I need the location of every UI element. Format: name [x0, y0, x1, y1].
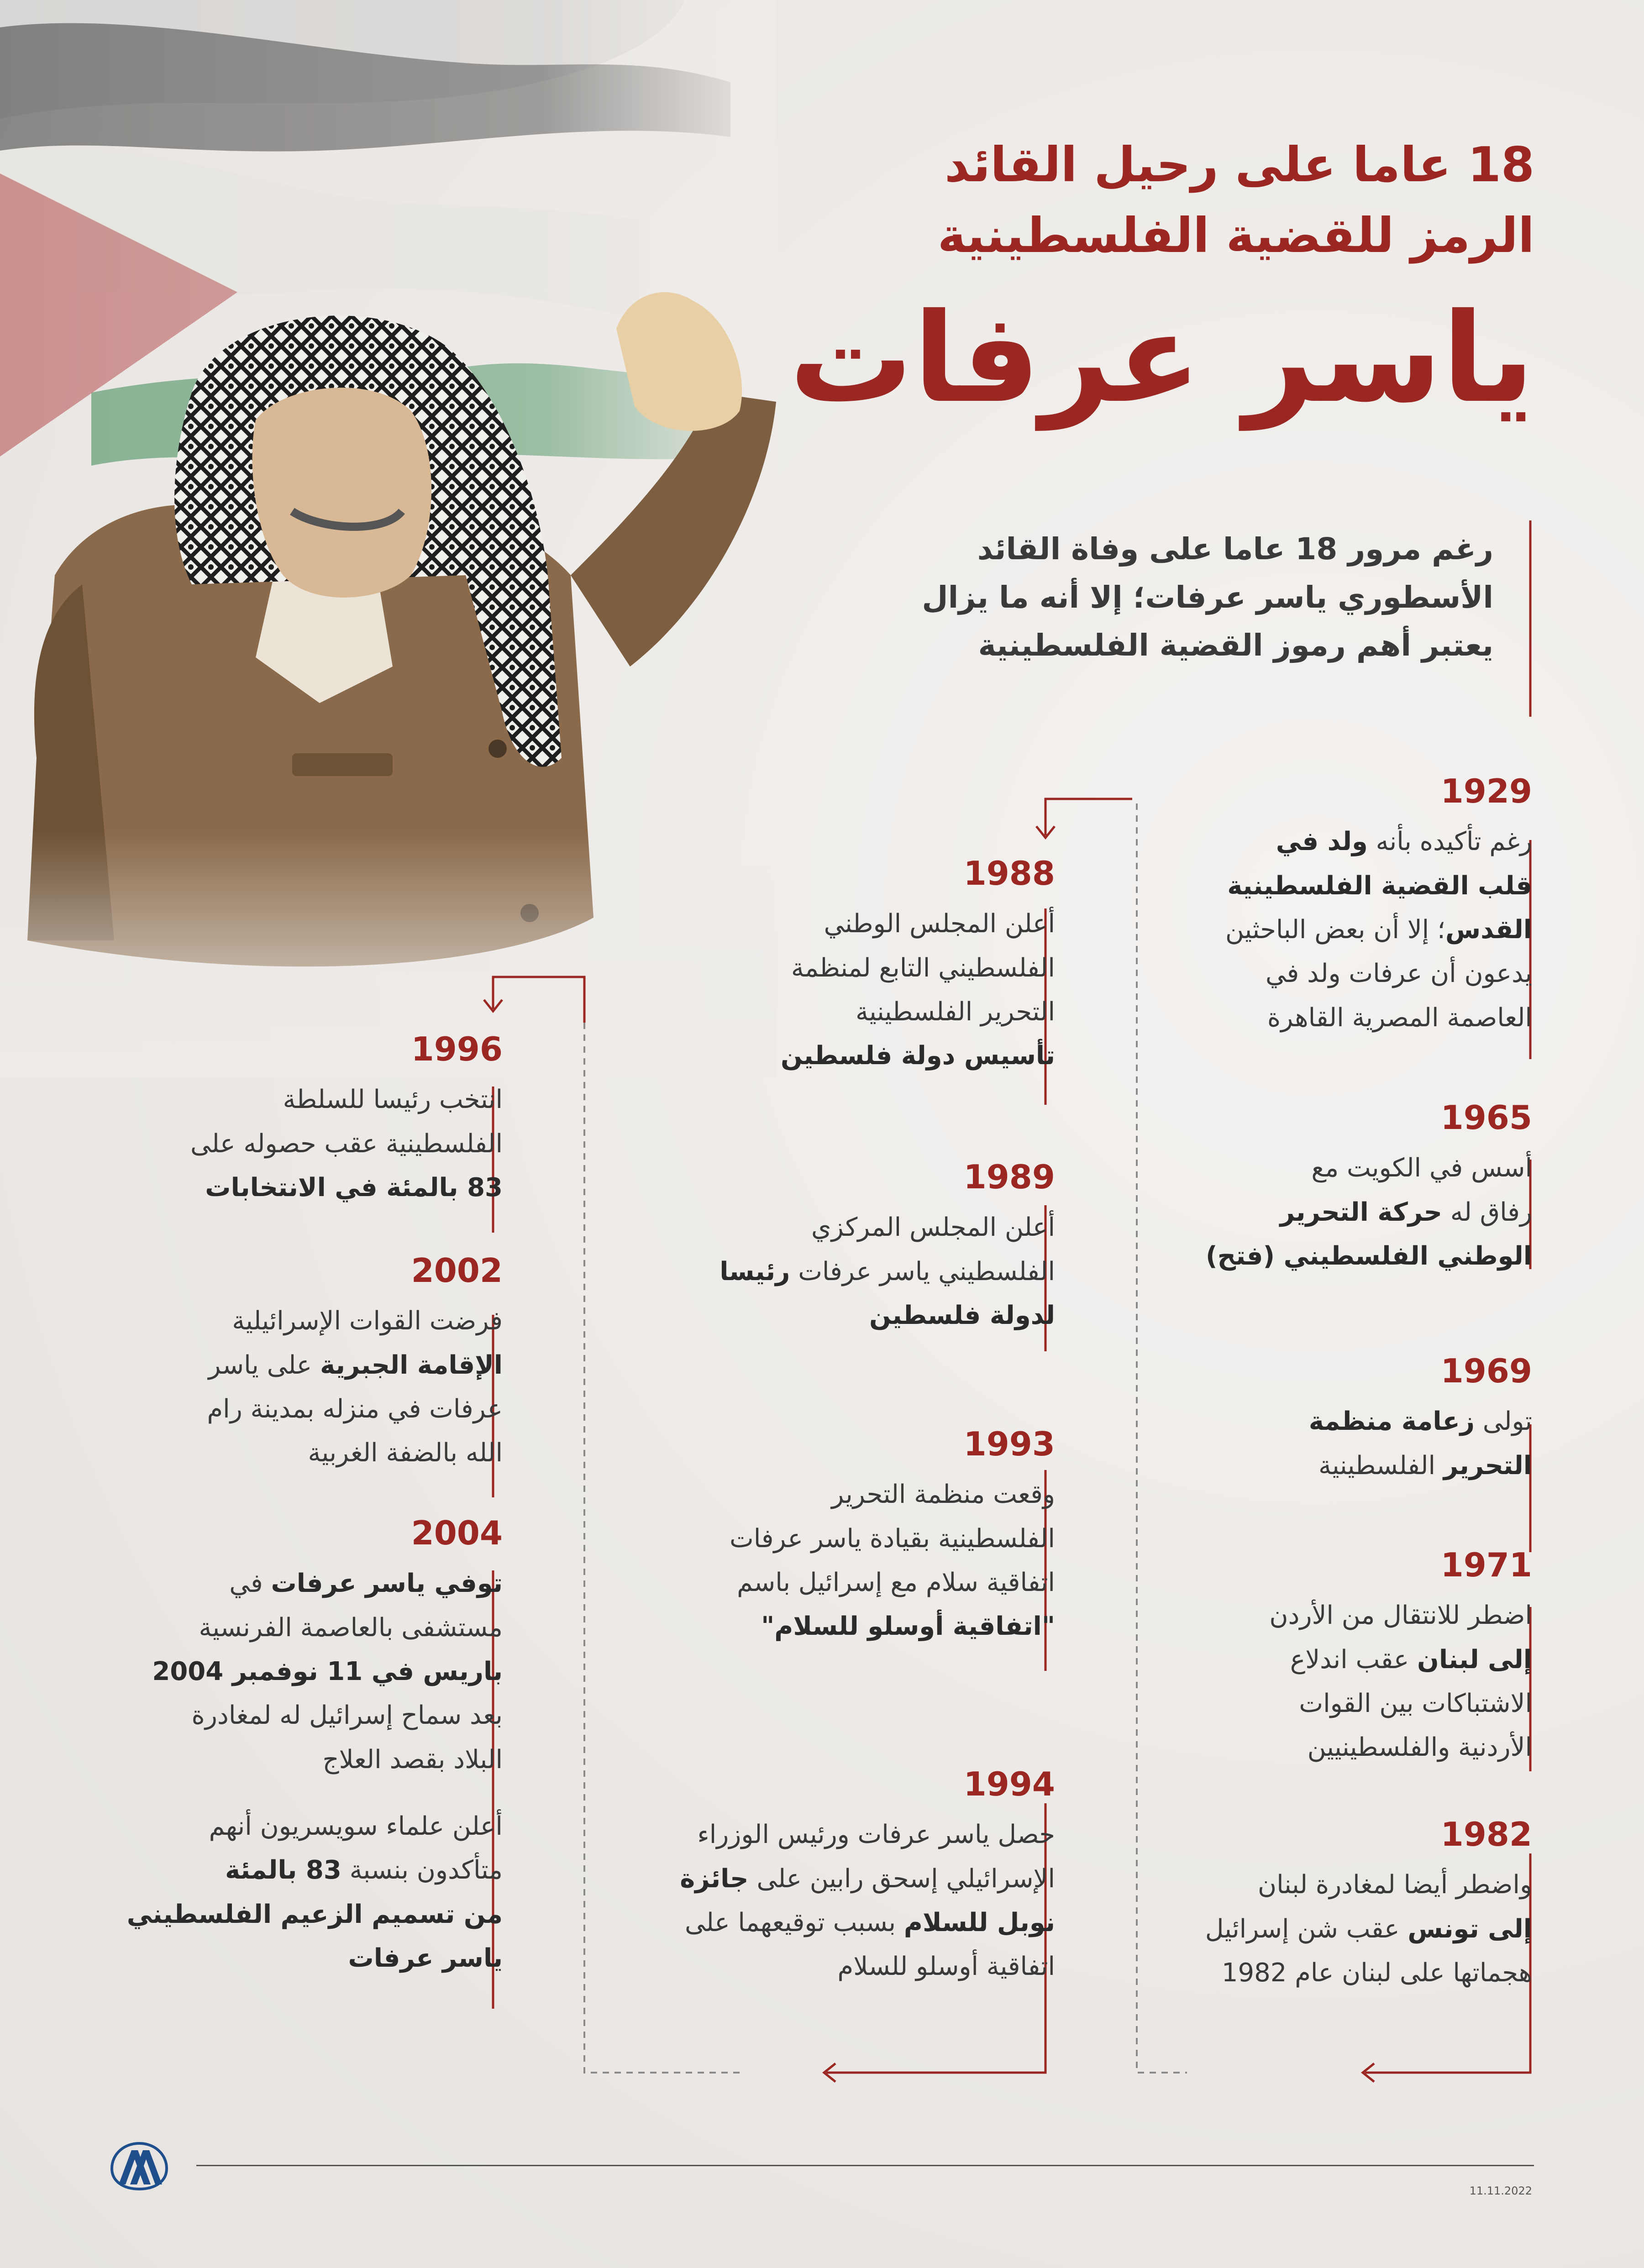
title-line-2: الرمز للقضية الفلسطينية — [937, 208, 1534, 263]
event-1996 — [92, 1029, 503, 1210]
event-year: 1996 — [411, 1030, 503, 1068]
title-name: ياسر عرفات — [789, 286, 1534, 430]
intro-text — [900, 525, 1493, 670]
publish-date: 11.11.2022 — [1469, 2184, 1532, 2197]
event-1971 — [1167, 1545, 1532, 1770]
event-year: 1971 — [1440, 1546, 1532, 1584]
event-description: حصل ياسر عرفات ورئيس الوزراء الإسرائيلي إسحق رابين على جائزة نوبل للسلام بسبب توقيعهما على اتفاقية أوسلو للسلام — [680, 1820, 1055, 1982]
event-year: 2004 — [411, 1514, 503, 1552]
event-1965 — [1167, 1098, 1532, 1278]
event-1993 — [644, 1424, 1055, 1649]
event-1969 — [1167, 1351, 1532, 1488]
event-description: واضطر أيضا لمغادرة لبنان إلى تونس عقب شن إسرائيل هجماتها على لبنان عام 1982 — [1205, 1870, 1532, 1988]
event-1988 — [690, 854, 1055, 1078]
event-year: 1965 — [1440, 1098, 1532, 1137]
event-1989 — [690, 1157, 1055, 1338]
event-description: تولى زعامة منظمة التحرير الفلسطينية — [1308, 1407, 1532, 1480]
event-description: انتخب رئيسا للسلطة الفلسطينية عقب حصوله على 83 بالمئة في الانتخابات — [190, 1085, 503, 1203]
event-year: 1989 — [963, 1158, 1055, 1196]
event-2004 — [92, 1513, 503, 1980]
event-description: وقعت منظمة التحرير الفلسطينية بقيادة ياسر عرفات اتفاقية سلام مع إسرائيل باسم "اتفاقية أوسلو للسلام" — [730, 1480, 1055, 1642]
aa-logo-icon — [110, 2141, 169, 2191]
event-year: 1969 — [1440, 1352, 1532, 1390]
footer-divider — [196, 2165, 1534, 2166]
event-year: 2002 — [411, 1251, 503, 1290]
intro-line: الأسطوري ياسر عرفات؛ إلا أنه ما يزال — [922, 579, 1493, 615]
event-year: 1982 — [1440, 1815, 1532, 1853]
event-1994 — [599, 1764, 1055, 1989]
event-2002 — [92, 1251, 503, 1475]
event-1982 — [1167, 1815, 1532, 1995]
arafat-portrait — [0, 256, 776, 1077]
event-description: فرضت القوات الإسرائيلية الإقامة الجبرية على ياسر عرفات في منزله بمدينة رام الله بالضفة الغربية — [207, 1306, 503, 1468]
intro-line: رغم مرور 18 عاما على وفاة القائد — [977, 531, 1493, 567]
title-line-1: 18 عاما على رحيل القائد — [945, 137, 1534, 193]
event-description: اضطر للانتقال من الأردن إلى لبنان عقب اندلاع الاشتباكات بين القوات الأردنية والفلسطينيين — [1269, 1601, 1532, 1763]
event-year: 1929 — [1440, 772, 1532, 810]
event-year: 1994 — [963, 1765, 1055, 1803]
event-description: أسس في الكويت مع رفاق له حركة التحرير الوطني الفلسطيني (فتح) — [1206, 1153, 1532, 1271]
intro-line: يعتبر أهم رموز القضية الفلسطينية — [978, 628, 1493, 663]
event-year: 1988 — [963, 854, 1055, 892]
event-year: 1993 — [963, 1425, 1055, 1463]
event-description: أعلن المجلس الوطني الفلسطيني التابع لمنظمة التحرير الفلسطينية تأسيس دولة فلسطين — [781, 909, 1055, 1071]
event-description: رغم تأكيده بأنه ولد في قلب القضية الفلسطينية القدس؛ إلا أن بعض الباحثين يدعون أن عرفات ولد في العاصمة المصرية القاهرة — [1225, 827, 1532, 1033]
event-description: توفي ياسر عرفات في مستشفى بالعاصمة الفرنسية باريس في 11 نوفمبر 2004 بعد سماح إسرائيل له لمغادرة البلاد بقصد العلاج أعلن علماء سويسريون أنهم متأكدون بنسبة 83 بالمئة من تسميم الزعيم الفلسطيني ياسر عرفات — [126, 1569, 503, 1973]
event-1929 — [1167, 772, 1532, 1040]
event-description: أعلن المجلس المركزي الفلسطيني ياسر عرفات رئيسا لدولة فلسطين — [720, 1213, 1055, 1331]
